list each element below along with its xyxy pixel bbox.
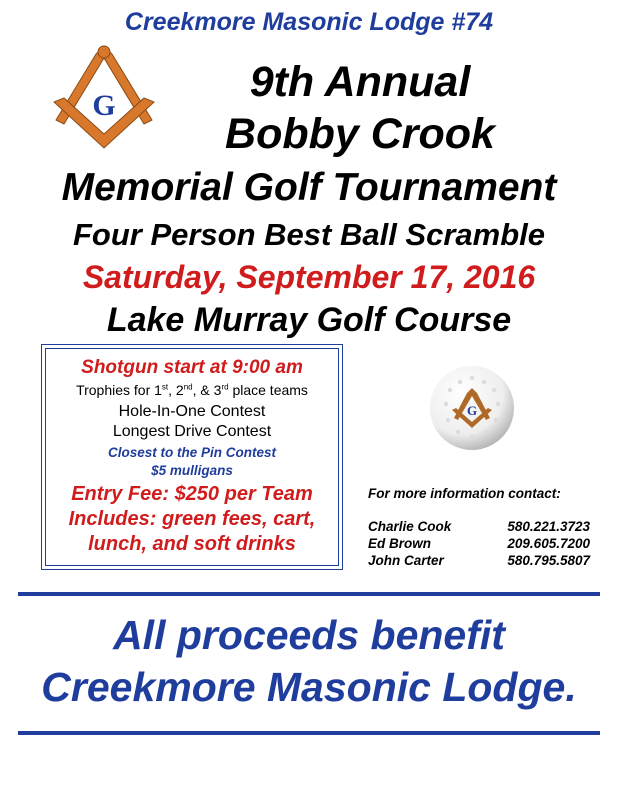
ordinal-first: st xyxy=(161,382,169,392)
hole-in-one-text: Hole-In-One Contest xyxy=(118,403,266,420)
edition-heading: 9th Annual xyxy=(249,58,471,106)
contact-name: John Carter xyxy=(368,553,444,568)
contact-phone: 580.221.3723 xyxy=(507,519,590,534)
golf-ball-icon xyxy=(428,364,516,452)
svg-text:G: G xyxy=(92,89,116,122)
format-heading: Four Person Best Ball Scramble xyxy=(72,217,546,252)
entry-fee-text: Entry Fee: $250 per Team xyxy=(71,483,313,505)
contact-phone: 209.605.7200 xyxy=(507,536,590,551)
lodge-name: Creekmore Masonic Lodge #74 xyxy=(124,8,494,36)
longest-drive-text: Longest Drive Contest xyxy=(112,423,272,440)
svg-text:G: G xyxy=(466,403,478,418)
honoree-heading: Bobby Crook xyxy=(225,110,495,158)
details-box xyxy=(41,344,343,570)
contact-name: Ed Brown xyxy=(368,536,431,551)
includes-line-1: Includes: green fees, cart, xyxy=(68,508,316,530)
trophies-mid-1: , 2 xyxy=(168,382,184,398)
event-name-heading: Memorial Golf Tournament xyxy=(61,166,557,209)
trophies-prefix: Trophies for 1 xyxy=(76,382,162,398)
proceeds-line-2: Creekmore Masonic Lodge. xyxy=(41,664,577,710)
contact-phone: 580.795.5807 xyxy=(507,553,590,568)
closest-pin-text: Closest to the Pin Contest xyxy=(107,445,276,460)
contact-name: Charlie Cook xyxy=(368,519,452,534)
trophies-suffix: place teams xyxy=(228,382,308,398)
divider-top xyxy=(18,592,600,596)
includes-line-2: lunch, and soft drinks xyxy=(88,533,296,555)
proceeds-line-1: All proceeds benefit xyxy=(113,612,505,658)
contact-heading: For more information contact: xyxy=(368,486,561,501)
trophies-mid-2: , & 3 xyxy=(192,382,222,398)
course-name: Lake Murray Golf Course xyxy=(106,301,512,339)
divider-bottom xyxy=(18,731,600,735)
shotgun-start-text: Shotgun start at 9:00 am xyxy=(81,357,303,378)
trophies-text xyxy=(46,382,338,398)
ordinal-second: nd xyxy=(183,382,193,392)
mulligans-text: $5 mulligans xyxy=(151,463,233,478)
event-date: Saturday, September 17, 2016 xyxy=(82,259,536,295)
ordinal-third: rd xyxy=(221,382,229,392)
